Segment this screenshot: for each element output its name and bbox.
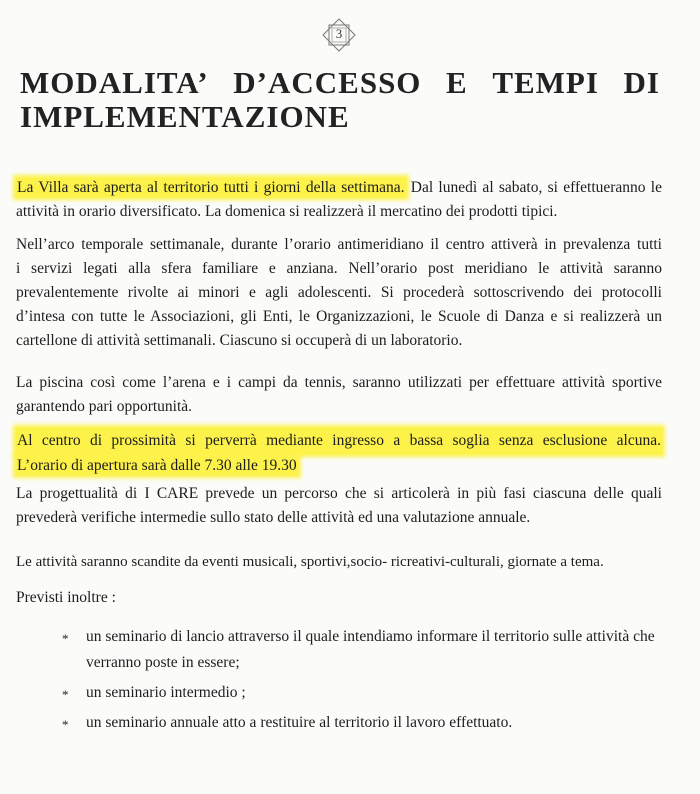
list-item-text: un seminario di lancio attraverso il quale intendiamo informare il territorio sulle attività che verranno poste in essere; [86,628,655,671]
paragraph-line: d’intesa con tutte le Associazioni, gli Enti, le Organizzazioni, le Scuole di Danza e si realizzerà un [16,308,662,325]
page-title [20,66,660,134]
highlighted-text: La Villa sarà aperta al territorio tutti i giorni della settimana. [17,179,405,196]
paragraph-schedule [16,233,662,353]
paragraph-line: cartellone di attività settimanali. Ciascuno si occuperà di un laboratorio. [16,332,463,349]
asterisk-bullet-icon: * [62,717,69,732]
paragraph-line: prevederà verifiche intermedie sullo stato delle attività ed una valutazione annuale. [16,509,531,526]
paragraph-events: Le attività saranno scandite da eventi musicali, sportivi,socio- ricreativi-culturali, giornate a tema. [16,554,604,570]
highlighted-text: Al centro di prossimità si perverrà mediante ingresso a bassa soglia senza esclusione alcuna. [16,428,662,454]
title-word: DI [623,65,660,100]
page-number-emblem [322,18,356,52]
asterisk-bullet-icon: * [62,687,69,702]
title-word: TEMPI [492,65,599,100]
list-item [62,624,662,676]
seminar-list [62,624,662,740]
title-line-1 [20,66,660,100]
paragraph-line: prevalentemente rivolte ai minori e agli adolescenti. Si procederà sottoscrivendo dei protocolli [16,284,662,301]
paragraph-line [16,176,662,200]
paragraph-intro-list: Previsti inoltre : [16,589,116,606]
title-word: D’ACCESSO [233,65,422,100]
list-item [62,710,662,736]
page-number: 3 [335,26,343,41]
text-segment: Dal lunedì al sabato, si effettueranno le [405,179,662,196]
title-word: MODALITA’ [20,65,209,100]
paragraph-line: La piscina così come l’arena e i campi da tennis, saranno utilizzati per effettuare attività sportive [16,374,662,391]
list-item [62,680,662,706]
paragraph-line: attività in orario diversificato. La domenica si realizzerà il mercatino dei prodotti tipici. [16,203,558,220]
list-item-text: un seminario intermedio ; [86,684,246,701]
paragraph-line: i servizi legati alla sfera familiare e anziana. Nell’orario post meridiano le attività saranno [16,260,662,277]
title-word: E [446,65,468,100]
list-item-text: un seminario annuale atto a restituire al territorio il lavoro effettuato. [86,714,513,731]
paragraph-access [16,428,662,478]
paragraph-line: La progettualità di I CARE prevede un percorso che si articolerà in più fasi ciascuna delle quali [16,485,662,502]
paragraph-sports [16,371,662,419]
paragraph-line [16,454,662,478]
paragraph-project [16,482,662,530]
asterisk-bullet-icon: * [62,631,69,646]
paragraph-line: Nell’arco temporale settimanale, durante l’orario antimeridiano il centro attiverà in prevalenza tutti [16,236,662,253]
paragraph-opening [16,176,662,224]
paragraph-line: garantendo pari opportunità. [16,398,193,415]
highlighted-text: L’orario di apertura sarà dalle 7.30 alle 19.30 [17,457,297,474]
title-line-2: IMPLEMENTAZIONE [20,99,350,134]
